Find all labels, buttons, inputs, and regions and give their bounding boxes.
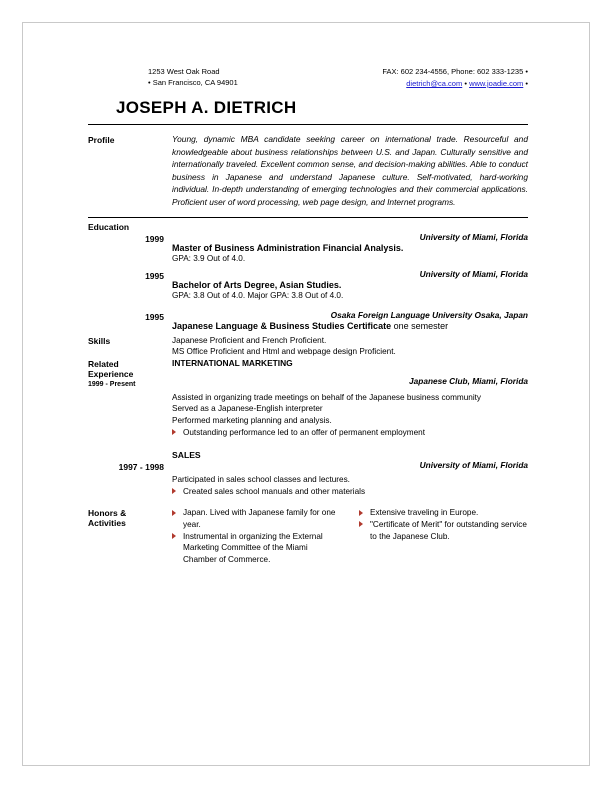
list-item-text: "Certificate of Merit" for outstanding service to the Japanese Club. xyxy=(370,519,527,541)
honors-section xyxy=(88,507,528,565)
education-section-header xyxy=(88,218,528,232)
list-item-text: Outstanding performance led to an offer of permanent employment xyxy=(183,427,425,437)
education-gpa: GPA: 3.9 Out of 4.0. xyxy=(172,253,246,263)
education-institution: University of Miami, Florida xyxy=(419,231,528,242)
website-link[interactable]: www.joadie.com xyxy=(469,79,524,88)
honors-right-bullets xyxy=(359,507,528,542)
list-item xyxy=(172,486,528,498)
honors-label xyxy=(88,507,172,528)
triangle-bullet-icon xyxy=(172,510,176,516)
education-year: 1999 xyxy=(145,233,164,244)
honors-label-line2: Activities xyxy=(88,518,126,529)
list-item-text: Japan. Lived with Japanese family for one year. xyxy=(183,508,336,529)
profile-text: Young, dynamic MBA candidate seeking career on international trade. Resourceful and knowledgeable about business relationships between U.S. and Japan. Culturally sensitive and internationally traveled. Excellent common sense, and decision-making abilities. Able to conduct business in Japanese and understand Japanese culture. Self-motivated, hard-working individual. In-depth understanding of emerging technologies and their commercial applications. Proficient user of word processing, web page design, and Internet programs. xyxy=(172,134,528,207)
triangle-bullet-icon xyxy=(172,429,176,435)
mailing-address xyxy=(148,66,238,88)
related-experience-label xyxy=(88,358,172,388)
link-suffix: • xyxy=(525,79,528,88)
profile-label: Profile xyxy=(88,135,115,145)
education-entry xyxy=(88,310,528,331)
honors-left-column xyxy=(172,507,341,565)
related-experience-org: Japanese Club, Miami, Florida xyxy=(409,375,528,386)
sales-section xyxy=(88,460,528,497)
list-item-text: Instrumental in organizing the External Marketing Committee of the Miami Chamber of Commerce. xyxy=(183,531,323,564)
contact-info xyxy=(382,66,528,89)
list-item xyxy=(359,519,528,542)
document-header xyxy=(88,66,528,89)
education-institution: University of Miami, Florida xyxy=(419,268,528,279)
sales-heading: SALES xyxy=(172,450,201,461)
related-experience-label-line2: Experience xyxy=(88,368,134,379)
skills-line: Japanese Proficient and French Proficient. xyxy=(172,335,327,345)
related-experience-line: Served as a Japanese-English interpreter xyxy=(172,404,323,414)
related-experience-line: Performed marketing planning and analysis. xyxy=(172,415,332,425)
honors-left-bullets xyxy=(172,507,341,565)
address-line-2: • San Francisco, CA 94901 xyxy=(148,78,238,87)
education-entry xyxy=(88,232,528,263)
related-experience-line: Assisted in organizing trade meetings on behalf of the Japanese business community xyxy=(172,392,482,402)
education-gpa: GPA: 3.8 Out of 4.0. Major GPA: 3.8 Out of 4.0. xyxy=(172,290,344,300)
resume-content xyxy=(88,66,528,565)
skills-line: MS Office Proficient and Html and webpage design Proficient. xyxy=(172,347,396,357)
list-item-text: Created sales school manuals and other materials xyxy=(183,486,366,496)
fax-phone: FAX: 602 234-4556, Phone: 602 333-1235 • xyxy=(382,67,528,76)
list-item xyxy=(359,507,528,519)
related-experience-bullets xyxy=(172,427,528,439)
related-experience-dates: 1999 - Present xyxy=(88,380,136,388)
link-separator: • xyxy=(464,79,467,88)
education-entry xyxy=(88,269,528,300)
education-degree xyxy=(172,321,528,331)
candidate-name: JOSEPH A. DIETRICH xyxy=(116,98,297,117)
triangle-bullet-icon xyxy=(359,521,363,527)
education-degree-title: Japanese Language & Business Studies Certificate xyxy=(172,320,392,331)
skills-section xyxy=(88,335,528,358)
education-year: 1995 xyxy=(145,270,164,281)
skills-label: Skills xyxy=(88,335,111,346)
triangle-bullet-icon xyxy=(172,488,176,494)
honors-label-line1: Honors & xyxy=(88,508,127,519)
education-degree-note: one semester xyxy=(391,320,449,331)
education-institution: Osaka Foreign Language University Osaka, Japan xyxy=(330,309,528,320)
education-degree: Bachelor of Arts Degree, Asian Studies. xyxy=(172,279,342,290)
contact-links xyxy=(382,78,528,89)
address-line-1: 1253 West Oak Road xyxy=(148,67,220,76)
list-item xyxy=(172,427,528,439)
triangle-bullet-icon xyxy=(172,533,176,539)
sales-dates: 1997 - 1998 xyxy=(118,462,164,473)
related-experience-label-line1: Related xyxy=(88,358,119,369)
education-year: 1995 xyxy=(145,311,164,322)
profile-section xyxy=(88,125,528,209)
sales-line: Participated in sales school classes and lectures. xyxy=(172,475,350,485)
honors-right-column xyxy=(359,507,528,565)
list-item xyxy=(172,507,341,530)
sales-bullets xyxy=(172,486,528,498)
sales-org: University of Miami, Florida xyxy=(419,460,528,471)
education-label: Education xyxy=(88,221,130,232)
related-experience-section xyxy=(88,358,528,460)
education-degree: Master of Business Administration Financial Analysis. xyxy=(172,242,404,253)
list-item-text: Extensive traveling in Europe. xyxy=(370,508,479,518)
email-link[interactable]: dietrich@ca.com xyxy=(406,79,463,88)
triangle-bullet-icon xyxy=(359,510,363,516)
related-experience-heading: INTERNATIONAL MARKETING xyxy=(172,357,293,368)
list-item xyxy=(172,531,341,566)
honors-columns xyxy=(172,507,528,565)
